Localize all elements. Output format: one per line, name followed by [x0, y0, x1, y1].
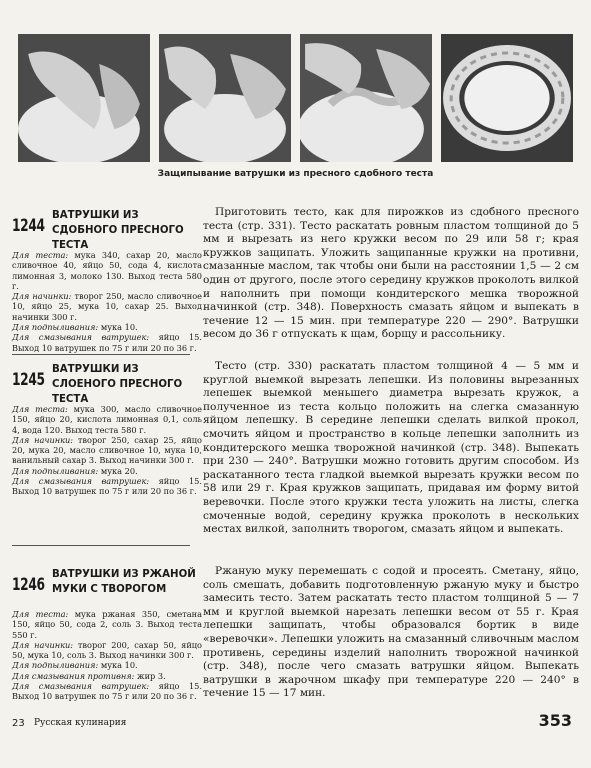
- signature-number: 23: [12, 718, 25, 729]
- recipe-method: Ржаную муку перемешать с содой и просеять. Сметану, яйцо, соль смешать, добавить подготовленную ржаную муку и быстро замесить тесто. Затем раскатать тесто пластом толщиной 5 — 7 мм и круглой выемкой нарезать лепешки весом от 55 г. Края лепешки защипать, чтобы образовался бортик в виде «веревочки». Лепешки уложить на смазанный сливочным маслом противень, середины изделий наполнить творожной начинкой (стр. 348), после чего смазать ватрушки яйцом. Выпекать ватрушки в жарочном шкафу при температуре 220 — 240° в течение 15 — 17 мин.: [203, 565, 579, 700]
- recipe-left-column: [12, 206, 202, 353]
- ingredient-group: Для подпыливания: мука 20.: [12, 465, 138, 476]
- divider: [12, 354, 190, 355]
- ingredient-group: Для теста: мука ржаная 350, сметана 150, яйцо 50, сода 2, соль 3. Выход теста 550 г.: [12, 609, 203, 640]
- ingredient-group: Для начинки: творог 250, масло сливочное 10, яйцо 25, мука 10, сахар 25. Выход начинки 300 г.: [12, 291, 202, 322]
- ingredient-group: Для теста: мука 300, масло сливочное 150, яйцо 20, кислота лимонная 0,1, соль 4, вода 120. Выход теста 580 г.: [12, 404, 202, 435]
- recipe-heading: [12, 565, 202, 609]
- photo-step-3: [300, 34, 432, 162]
- recipe-left-column: [12, 565, 202, 702]
- ingredient-group: Для начинки: творог 200, сахар 50, яйцо 50, мука 10, соль 3. Выход начинки 300 г.: [12, 639, 202, 661]
- ingredient-group: Для подпыливания: мука 10.: [12, 660, 138, 671]
- ingredients: [12, 609, 202, 702]
- recipe-title: ВАТРУШКИ ИЗ СДОБНОГО ПРЕСНОГО ТЕСТА: [52, 210, 184, 251]
- recipe-number: 1245: [12, 370, 45, 390]
- divider: [12, 545, 190, 546]
- photo-step-2: [159, 34, 291, 162]
- ingredient-group: Для теста: мука 340, сахар 20, масло сливочное 40, яйцо 50, сода 4, кислота лимонная 3, молоко 130. Выход теста 580 г.: [12, 250, 202, 291]
- ingredients: [12, 250, 202, 353]
- ingredient-group: Для смазывания ватрушек: яйцо 15. Выход 10 ватрушек по 75 г или 20 по 36 г.: [12, 681, 202, 702]
- recipe-title: ВАТРУШКИ ИЗ РЖАНОЙ МУКИ С ТВОРОГОМ: [52, 569, 196, 595]
- ingredient-group: Для начинки: творог 250, сахар 25, яйцо 20, мука 20, масло сливочное 10, мука 10, ванильный сахар 3. Выход начинки 300 г.: [12, 434, 202, 466]
- page-number: 353: [538, 711, 572, 730]
- ingredient-group: Для смазывания ватрушек: яйцо 15. Выход 10 ватрушек по 75 г или 20 по 36 г.: [12, 332, 202, 353]
- ingredient-group: Для смазывания противня: жир 3.: [12, 670, 166, 681]
- recipe-title: ВАТРУШКИ ИЗ СЛОЕНОГО ПРЕСНОГО ТЕСТА: [52, 364, 183, 405]
- photo-step-4: [441, 34, 573, 162]
- recipe-number: 1244: [12, 216, 45, 236]
- recipe-number: 1246: [12, 575, 45, 595]
- running-title: Русская кулинария: [34, 718, 127, 728]
- recipe-heading: [12, 360, 202, 404]
- recipe-left-column: [12, 360, 202, 497]
- ingredients: [12, 404, 202, 497]
- photo-caption: Защипывание ватрушки из пресного сдобного теста: [157, 169, 434, 179]
- ingredient-group: Для подпыливания: мука 10.: [12, 322, 138, 333]
- ingredient-group: Для смазывания ватрушек: яйцо 15. Выход 10 ватрушек по 75 г или 20 по 36 г.: [12, 476, 202, 497]
- recipe-method: Тесто (стр. 330) раскатать пластом толщиной 4 — 5 мм и круглой выемкой вырезать лепешки. Из половины вырезанных лепешек выемкой меньшего диаметра вырезать кружок, а полученное из теста кольцо положить на слегка смазанную яйцом лепешку. В середине лепешки сделать вилкой прокол, смочить яйцом и пространство в кольце лепешки заполнить из кондитерского мешка творожной начинкой (стр. 348). Выпекать при 230 — 240°. Ватрушки можно готовить другим способом. Из раскатанного теста гладкой выемкой вырезать кружки весом по 58 или 29 г. Края кружков защипать, придавая им форму витой веревочки. После этого кружки теста уложить на листы, слегка смоченные водой, середину кружка проколоть в нескольких местах вилкой, заполнить творогом, смазать яйцом и выпекать.: [203, 360, 579, 536]
- photo-strip: [18, 34, 573, 162]
- recipe-method: Приготовить тесто, как для пирожков из сдобного пресного теста (стр. 331). Тесто раскатать ровным пластом толщиной до 5 мм и вырезать из него кружки весом по 29 или 58 г; края кружков защипать. Уложить защипанные кружки на противни, смазанные маслом, так чтобы они были на расстоянии 1,5 — 2 см один от другого, после этого середину кружков проколоть вилкой и наполнить при помощи кондитерского мешка творожной начинкой (стр. 348). Поверхность смазать яйцом и выпекать в течение 12 — 15 мин. при температуре 220 — 290°. Ватрушки весом до 36 г отпускать к щам, борщу и рассольнику.: [203, 206, 579, 341]
- recipe-heading: [12, 206, 202, 250]
- photo-step-1: [18, 34, 150, 162]
